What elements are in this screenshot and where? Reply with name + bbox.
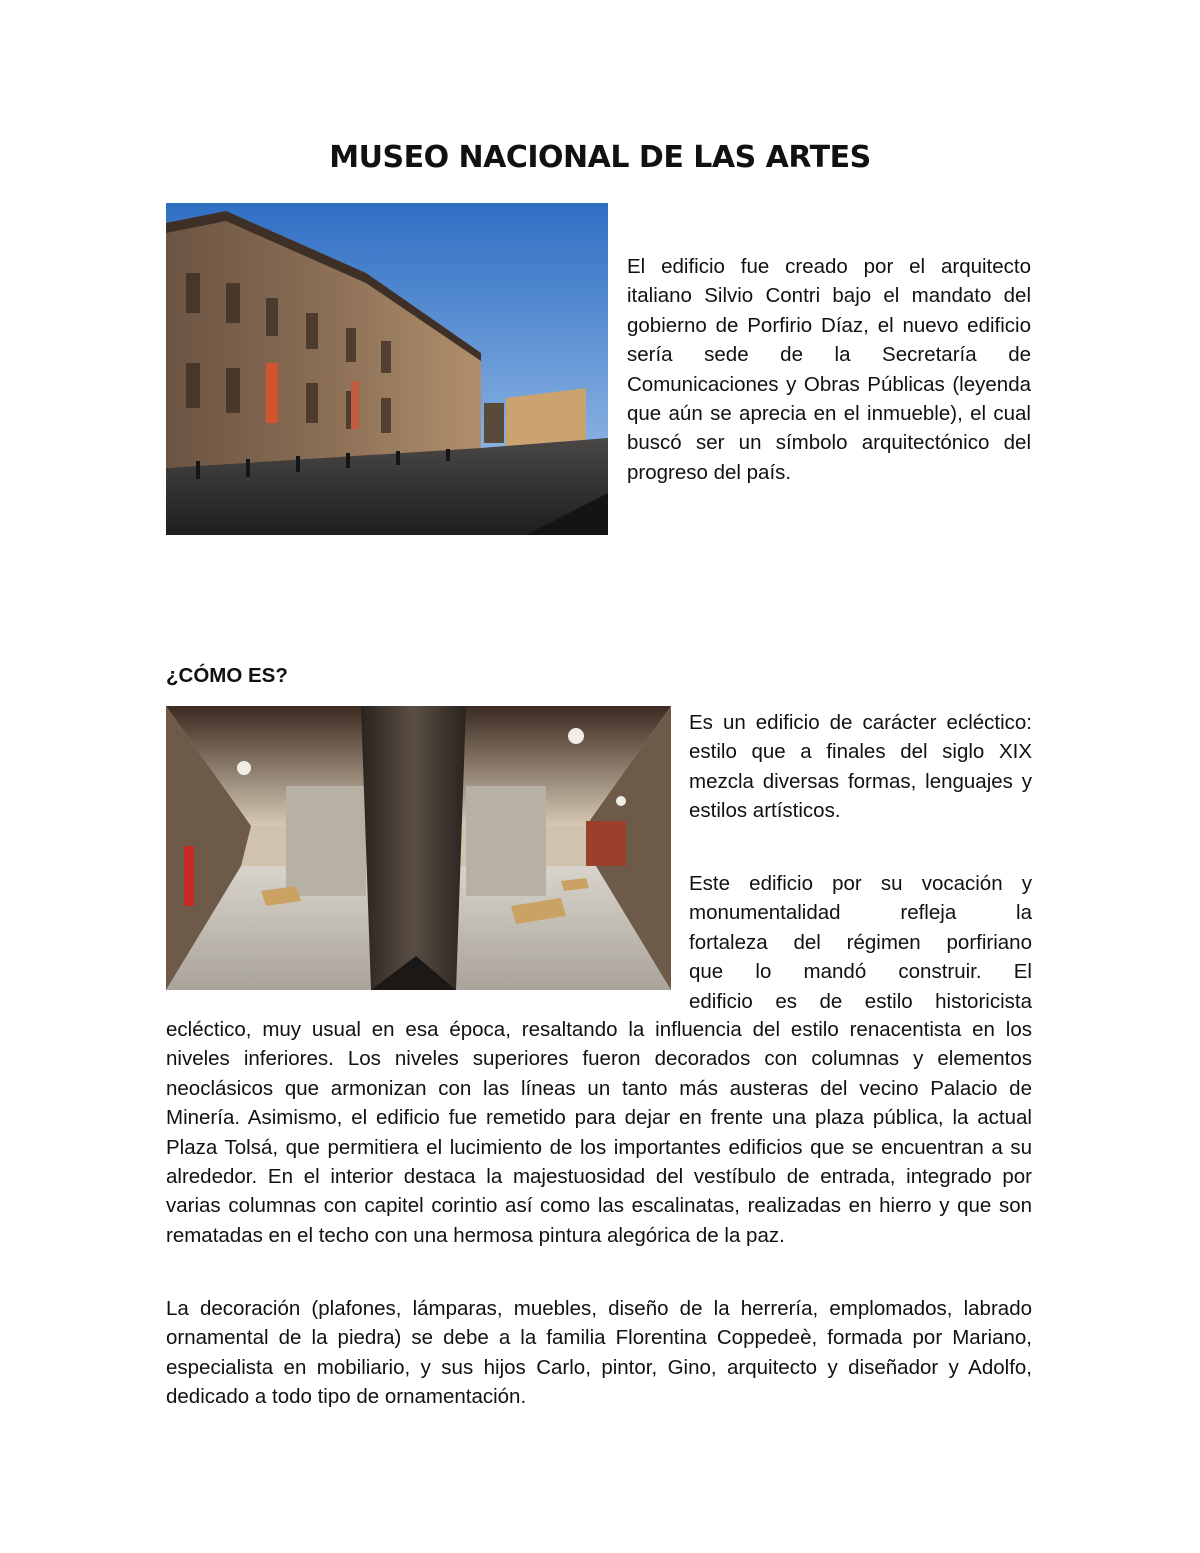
eclectic-paragraph: Es un edificio de carácter ecléctico: estilo que a finales del siglo XIX mezcla diversas formas, lenguajes y estilos artísticos. [689, 711, 1032, 823]
history-line: que lo mandó construir. El [689, 960, 1032, 984]
history-line: fortaleza del régimen porfiriano [689, 930, 1032, 954]
history-paragraph-wide: ecléctico, muy usual en esa época, resaltando la influencia del estilo renacentista en los niveles inferiores. Los niveles superiores fueron decorados con columnas y elementos neoclásicos que armonizan con las líneas un tanto más austeras del vecino Palacio de Minería. Asimismo, el edificio fue remetido para dejar en frente una plaza pública, la actual Plaza Tolsá, que permitiera el lucimiento de los importantes edificios que se encuentran a su alrededor. En el interior destaca la majestuosidad del vestíbulo de entrada, integrado por varias columnas con capitel corintio así como las escalinatas, realizadas en hierro y que son rematadas en el techo con una hermosa pintura alegórica de la paz. [166, 1018, 1032, 1247]
page-title: MUSEO NACIONAL DE LAS ARTES [329, 140, 871, 175]
intro-paragraph: El edificio fue creado por el arquitecto italiano Silvio Contri bajo el mandato del gobierno de Porfirio Díaz, el nuevo edificio sería sede de la Secretaría de Comunicaciones y Obras Públicas (leyenda que aún se aprecia en el inmueble), el cual buscó ser un símbolo arquitectónico del progreso del país. [627, 255, 1031, 484]
museum-interior-photo [166, 706, 671, 990]
history-line: edificio es de estilo historicista [689, 989, 1032, 1013]
history-paragraph-narrow [689, 869, 1032, 1016]
decoration-paragraph: La decoración (plafones, lámparas, muebles, diseño de la herrería, emplomados, labrado ornamental de la piedra) se debe a la familia Florentina Coppedeè, formada por Mariano, especialista en mobiliario, y sus hijos Carlo, pintor, Gino, arquitecto y diseñador y Adolfo, dedicado a todo tipo de ornamentación. [166, 1297, 1032, 1409]
section-heading: ¿CÓMO ES? [166, 664, 288, 687]
history-line: Este edificio por su vocación y [689, 872, 1032, 895]
history-line: monumentalidad refleja la [689, 901, 1032, 925]
museum-exterior-photo [166, 203, 608, 535]
